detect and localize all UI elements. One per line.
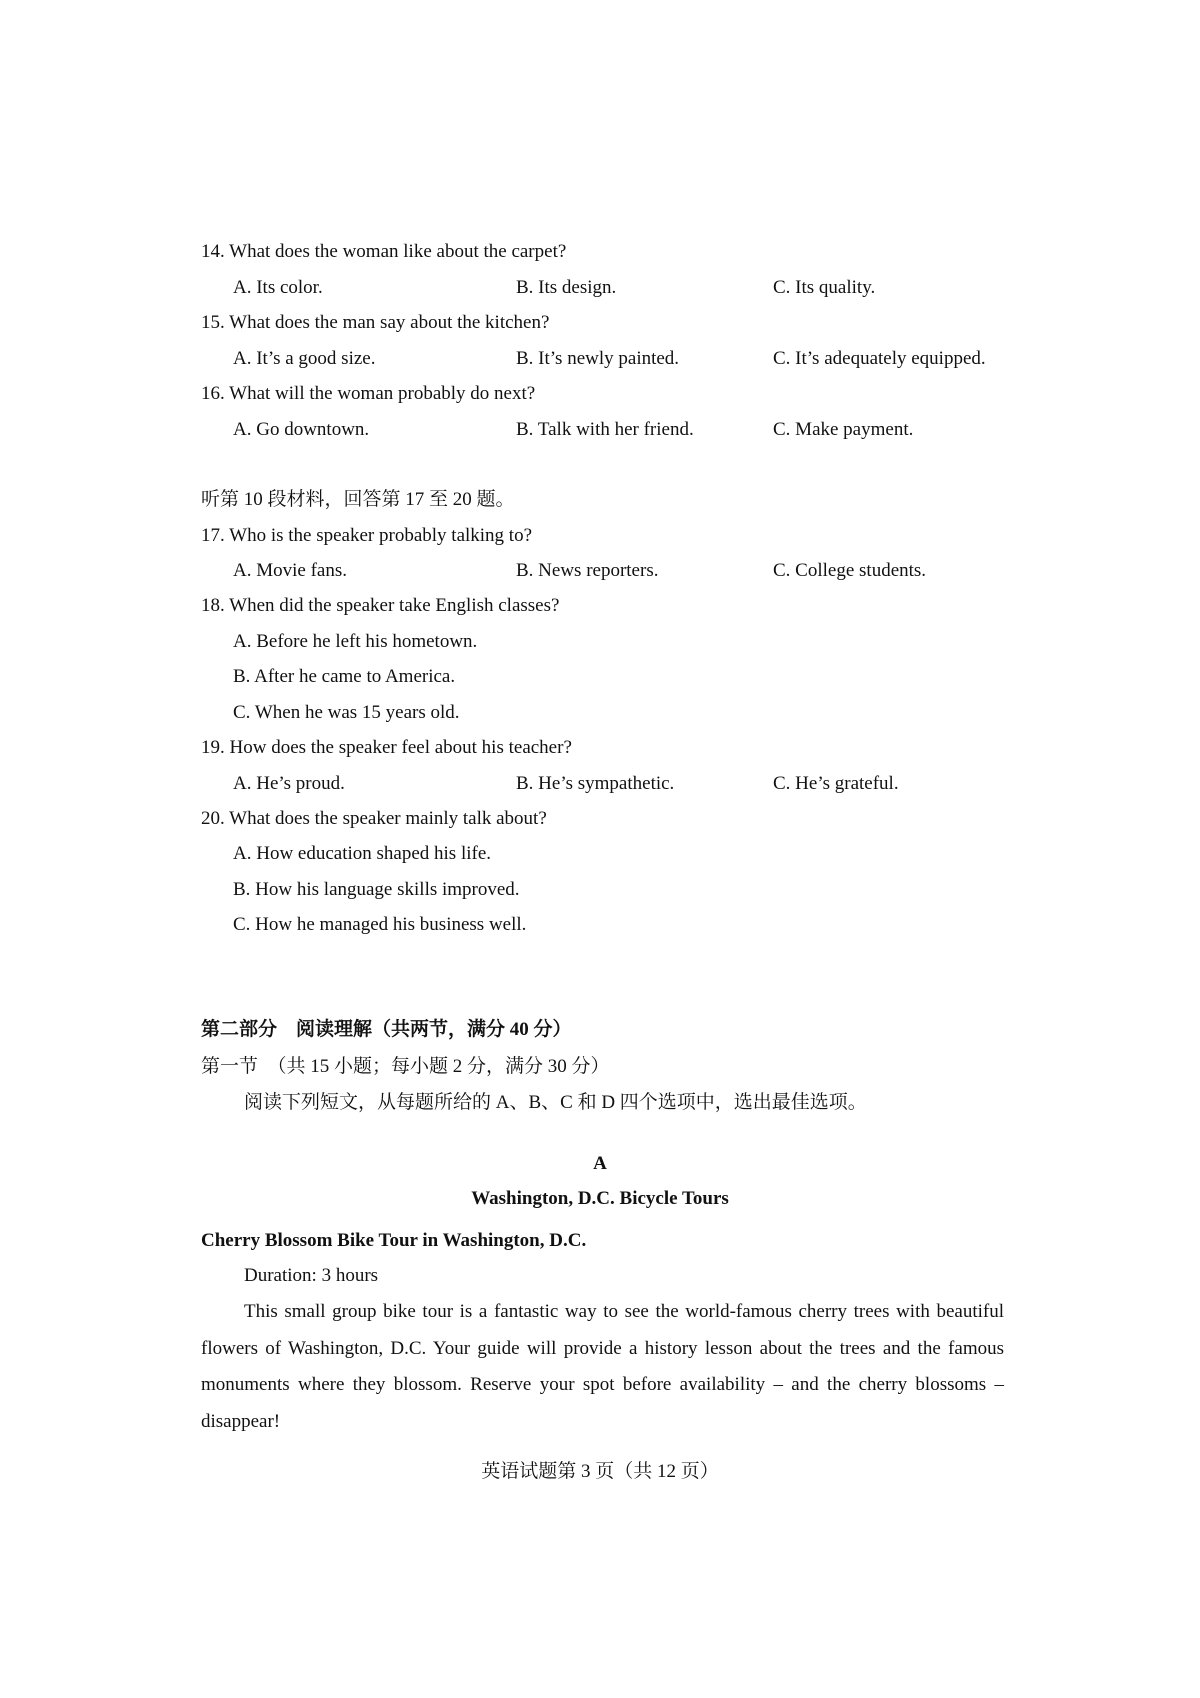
q18-option-a: A. Before he left his hometown. bbox=[233, 631, 478, 652]
question-15: 15. What does the man say about the kitchen? bbox=[201, 312, 550, 333]
question-14: 14. What does the woman like about the carpet? bbox=[201, 241, 567, 262]
q17-option-c: C. College students. bbox=[773, 560, 927, 581]
reading-instruction: 阅读下列短文，从每题所给的 A、B、C 和 D 四个选项中，选出最佳选项。 bbox=[244, 1092, 867, 1113]
part-2-title: 第二部分 阅读理解（共两节，满分 40 分） bbox=[201, 1019, 572, 1040]
passage-title: Washington, D.C. Bicycle Tours bbox=[471, 1188, 729, 1209]
q16-option-b: B. Talk with her friend. bbox=[516, 419, 694, 440]
q15-option-c: C. It’s adequately equipped. bbox=[773, 348, 986, 369]
q16-option-c: C. Make payment. bbox=[773, 419, 914, 440]
q19-option-c: C. He’s grateful. bbox=[773, 773, 899, 794]
q14-option-c: C. Its quality. bbox=[773, 277, 876, 298]
section-1-title: 第一节 （共 15 小题；每小题 2 分，满分 30 分） bbox=[201, 1056, 610, 1077]
q20-option-b: B. How his language skills improved. bbox=[233, 879, 520, 900]
q20-option-a: A. How education shaped his life. bbox=[233, 843, 492, 864]
q19-option-a: A. He’s proud. bbox=[233, 773, 345, 794]
passage-body bbox=[201, 1294, 1004, 1440]
q17-option-b: B. News reporters. bbox=[516, 560, 659, 581]
q15-option-b: B. It’s newly painted. bbox=[516, 348, 680, 369]
q18-option-c: C. When he was 15 years old. bbox=[233, 702, 460, 723]
question-19: 19. How does the speaker feel about his teacher? bbox=[201, 737, 572, 758]
q14-option-a: A. Its color. bbox=[233, 277, 323, 298]
q20-option-c: C. How he managed his business well. bbox=[233, 914, 527, 935]
q18-option-b: B. After he came to America. bbox=[233, 666, 456, 687]
q14-option-b: B. Its design. bbox=[516, 277, 617, 298]
question-17: 17. Who is the speaker probably talking to? bbox=[201, 525, 533, 546]
tour-duration: Duration: 3 hours bbox=[244, 1265, 379, 1286]
question-18: 18. When did the speaker take English classes? bbox=[201, 595, 560, 616]
q16-option-a: A. Go downtown. bbox=[233, 419, 370, 440]
q17-option-a: A. Movie fans. bbox=[233, 560, 347, 581]
passage-letter: A bbox=[593, 1153, 607, 1174]
page-footer: 英语试题第 3 页（共 12 页） bbox=[481, 1461, 719, 1482]
material-10-instruction: 听第 10 段材料，回答第 17 至 20 题。 bbox=[201, 489, 515, 510]
q19-option-b: B. He’s sympathetic. bbox=[516, 773, 675, 794]
passage-subtitle: Cherry Blossom Bike Tour in Washington, D.C. bbox=[201, 1230, 587, 1251]
passage-body-text: This small group bike tour is a fantastic way to see the world-famous cherry trees with beautiful flowers of Washington, D.C. Your guide will provide a history lesson about the trees and the famous monuments where they blossom. Reserve your spot before availability – and the cherry blossoms – disappear! bbox=[201, 1301, 1004, 1432]
question-16: 16. What will the woman probably do next? bbox=[201, 383, 536, 404]
q15-option-a: A. It’s a good size. bbox=[233, 348, 376, 369]
question-20: 20. What does the speaker mainly talk about? bbox=[201, 808, 547, 829]
